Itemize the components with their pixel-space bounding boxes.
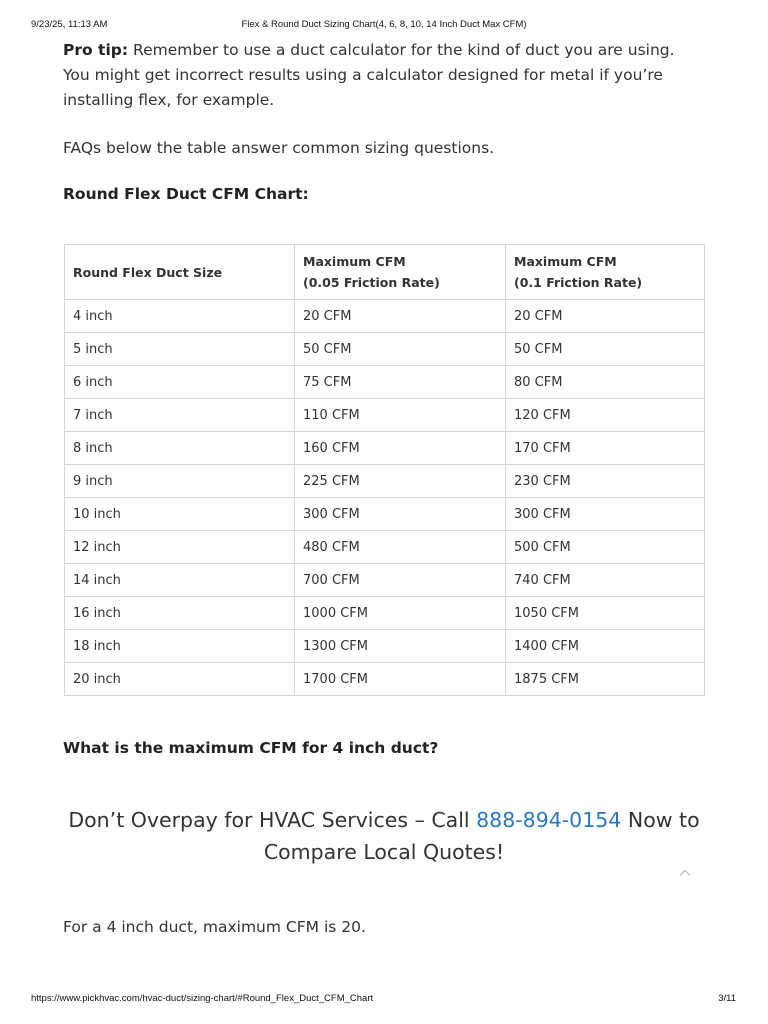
table-row	[65, 432, 705, 465]
cell-cfm-01: 80 CFM	[506, 366, 705, 399]
pro-tip-paragraph	[63, 38, 704, 113]
table-row	[65, 564, 705, 597]
cell-cfm-005: 300 CFM	[295, 498, 506, 531]
table-row	[65, 531, 705, 564]
cell-cfm-005: 20 CFM	[295, 300, 506, 333]
cell-cfm-005: 225 CFM	[295, 465, 506, 498]
print-page-title: Flex & Round Duct Sizing Chart(4, 6, 8, 10, 14 Inch Duct Max CFM)	[241, 19, 527, 30]
cell-cfm-01: 1400 CFM	[506, 630, 705, 663]
cell-cfm-005: 50 CFM	[295, 333, 506, 366]
table-row	[65, 333, 705, 366]
print-url: https://www.pickhvac.com/hvac-duct/sizing-chart/#Round_Flex_Duct_CFM_Chart	[31, 993, 374, 1004]
cell-duct-size: 5 inch	[65, 333, 295, 366]
cell-cfm-005: 1700 CFM	[295, 663, 506, 696]
cell-cfm-01: 500 CFM	[506, 531, 705, 564]
table-row	[65, 465, 705, 498]
table-row	[65, 630, 705, 663]
pro-tip-label: Pro tip:	[63, 41, 129, 59]
cell-cfm-01: 1050 CFM	[506, 597, 705, 630]
table-row	[65, 366, 705, 399]
cell-duct-size: 9 inch	[65, 465, 295, 498]
table-row	[65, 300, 705, 333]
print-page-number: 3/11	[718, 993, 736, 1004]
cell-cfm-005: 1000 CFM	[295, 597, 506, 630]
table-header-row	[65, 245, 705, 300]
cell-cfm-01: 20 CFM	[506, 300, 705, 333]
answer-paragraph: For a 4 inch duct, maximum CFM is 20.	[63, 918, 366, 936]
cell-duct-size: 4 inch	[65, 300, 295, 333]
cell-duct-size: 14 inch	[65, 564, 295, 597]
header-cfm-01: Maximum CFM (0.1 Friction Rate)	[506, 245, 705, 300]
table-body	[65, 300, 705, 696]
cell-cfm-005: 480 CFM	[295, 531, 506, 564]
table-row	[65, 663, 705, 696]
cell-duct-size: 8 inch	[65, 432, 295, 465]
cell-duct-size: 12 inch	[65, 531, 295, 564]
cell-duct-size: 16 inch	[65, 597, 295, 630]
header-duct-size: Round Flex Duct Size	[65, 245, 295, 300]
header-cfm-005: Maximum CFM (0.05 Friction Rate)	[295, 245, 506, 300]
chevron-up-icon[interactable]	[678, 868, 692, 878]
print-header	[0, 19, 768, 33]
print-footer	[0, 993, 768, 1007]
cell-cfm-005: 700 CFM	[295, 564, 506, 597]
cfm-table	[64, 244, 705, 696]
cell-duct-size: 7 inch	[65, 399, 295, 432]
cell-cfm-005: 110 CFM	[295, 399, 506, 432]
cell-cfm-01: 50 CFM	[506, 333, 705, 366]
cta-suffix: Now to Compare Local Quotes!	[263, 808, 700, 864]
cell-cfm-01: 300 CFM	[506, 498, 705, 531]
cell-cfm-005: 1300 CFM	[295, 630, 506, 663]
cell-cfm-005: 75 CFM	[295, 366, 506, 399]
cell-cfm-01: 120 CFM	[506, 399, 705, 432]
cell-cfm-01: 1875 CFM	[506, 663, 705, 696]
table-row	[65, 597, 705, 630]
cell-duct-size: 20 inch	[65, 663, 295, 696]
cell-duct-size: 6 inch	[65, 366, 295, 399]
chart-heading: Round Flex Duct CFM Chart:	[63, 185, 309, 203]
faq-note: FAQs below the table answer common sizing questions.	[63, 139, 495, 157]
print-datetime: 9/23/25, 11:13 AM	[31, 19, 108, 30]
cell-cfm-01: 170 CFM	[506, 432, 705, 465]
cell-duct-size: 18 inch	[65, 630, 295, 663]
cell-cfm-01: 230 CFM	[506, 465, 705, 498]
cell-cfm-005: 160 CFM	[295, 432, 506, 465]
cta-prefix: Don’t Overpay for HVAC Services – Call	[68, 808, 477, 832]
question-heading: What is the maximum CFM for 4 inch duct?	[63, 739, 439, 757]
table-row	[65, 498, 705, 531]
table-row	[65, 399, 705, 432]
phone-link[interactable]: 888-894-0154	[476, 808, 622, 832]
cell-cfm-01: 740 CFM	[506, 564, 705, 597]
pro-tip-text: Remember to use a duct calculator for the kind of duct you are using. You might get incorrect results using a calculator designed for metal if you’re installing flex, for example.	[63, 41, 675, 109]
cta-banner	[40, 804, 728, 868]
cell-duct-size: 10 inch	[65, 498, 295, 531]
